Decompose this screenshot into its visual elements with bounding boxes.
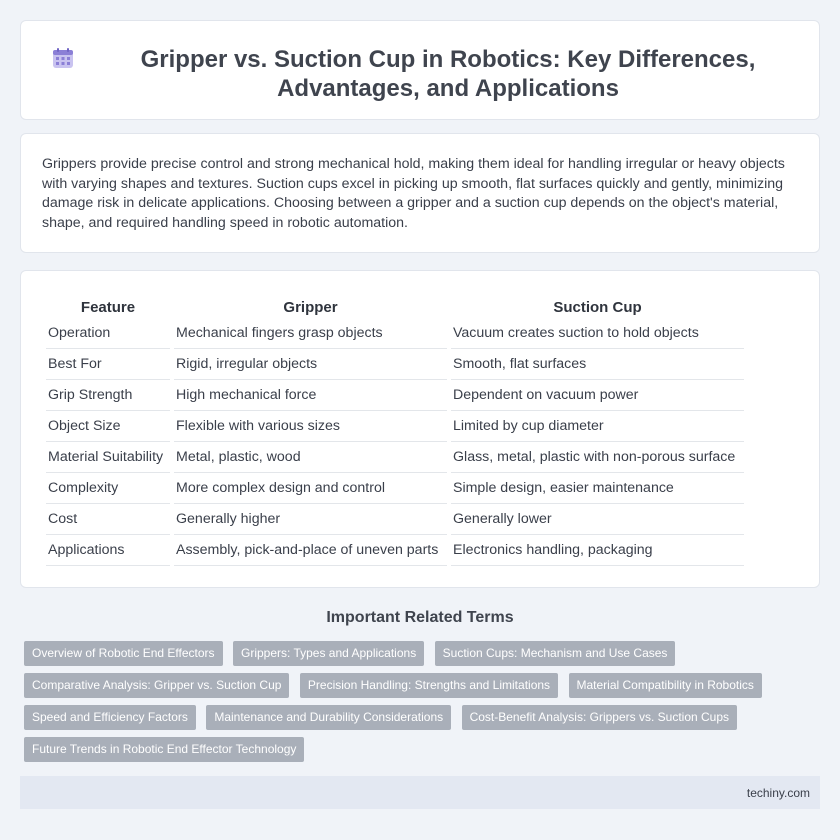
table-row [46, 380, 744, 411]
table-cell: Mechanical fingers grasp objects [174, 318, 447, 349]
table-row [46, 442, 744, 473]
tag-row [24, 705, 784, 737]
table-cell: Flexible with various sizes [174, 411, 447, 442]
footer [20, 776, 820, 809]
tag-link[interactable]: Overview of Robotic End Effectors [24, 641, 223, 666]
tag-link[interactable]: Maintenance and Durability Considerations [206, 705, 451, 730]
table-row [46, 411, 744, 442]
table-cell: Generally lower [451, 504, 744, 535]
table-cell: Simple design, easier maintenance [451, 473, 744, 504]
table-cell: Limited by cup diameter [451, 411, 744, 442]
tag-link[interactable]: Material Compatibility in Robotics [569, 673, 762, 698]
table-row [46, 473, 744, 504]
table-cell: Rigid, irregular objects [174, 349, 447, 380]
tag-link[interactable]: Speed and Efficiency Factors [24, 705, 196, 730]
page-title: Gripper vs. Suction Cup in Robotics: Key Differences, Advantages, and Applications [140, 46, 756, 102]
related-terms-list [24, 641, 784, 769]
tag-link[interactable]: Future Trends in Robotic End Effector Technology [24, 737, 304, 762]
header-suction-cup: Suction Cup [553, 298, 642, 316]
table-cell: More complex design and control [174, 473, 447, 504]
table-cell: Electronics handling, packaging [451, 535, 744, 566]
table-cell: Dependent on vacuum power [451, 380, 744, 411]
table-cell: High mechanical force [174, 380, 447, 411]
table-cell: Material Suitability [46, 442, 170, 473]
tag-row [24, 737, 784, 769]
table-cell: Object Size [46, 411, 170, 442]
table-cell: Assembly, pick-and-place of uneven parts [174, 535, 447, 566]
table-cell: Metal, plastic, wood [174, 442, 447, 473]
tag-link[interactable]: Precision Handling: Strengths and Limitations [300, 673, 558, 698]
comparison-table-card [20, 270, 820, 588]
table-header-row [46, 296, 744, 318]
table-cell: Applications [46, 535, 170, 566]
table-cell: Best For [46, 349, 170, 380]
table-cell: Grip Strength [46, 380, 170, 411]
table-cell: Smooth, flat surfaces [451, 349, 744, 380]
table-cell: Glass, metal, plastic with non-porous surface [451, 442, 744, 473]
tag-link[interactable]: Cost-Benefit Analysis: Grippers vs. Suction Cups [462, 705, 737, 730]
table-row [46, 318, 744, 349]
tag-link[interactable]: Grippers: Types and Applications [233, 641, 424, 666]
tag-row [24, 673, 784, 705]
table-cell: Complexity [46, 473, 170, 504]
table-row [46, 535, 744, 566]
tag-link[interactable]: Comparative Analysis: Gripper vs. Suction Cup [24, 673, 289, 698]
title-card [20, 20, 820, 120]
footer-site-link[interactable]: techiny.com [746, 786, 810, 800]
table-row [46, 349, 744, 380]
table-cell: Cost [46, 504, 170, 535]
intro-card [20, 133, 820, 253]
table-row [46, 504, 744, 535]
table-cell: Vacuum creates suction to hold objects [451, 318, 744, 349]
intro-paragraph: Grippers provide precise control and strong mechanical hold, making them ideal for handling irregular or heavy objects with varying shapes and textures. Suction cups excel in picking up smooth, flat surfaces quickly and gently, minimizing damage risk in delicate applications. Choosing between a gripper and a suction cup depends on the object's material, shape, and required handling speed in robotic automation. [42, 156, 785, 231]
header-gripper: Gripper [283, 298, 338, 316]
table-cell: Operation [46, 318, 170, 349]
tag-row [24, 641, 784, 673]
header-feature: Feature [80, 298, 136, 316]
related-terms-heading: Important Related Terms [326, 609, 514, 626]
tag-link[interactable]: Suction Cups: Mechanism and Use Cases [435, 641, 676, 666]
table-cell: Generally higher [174, 504, 447, 535]
comparison-table [42, 296, 748, 566]
